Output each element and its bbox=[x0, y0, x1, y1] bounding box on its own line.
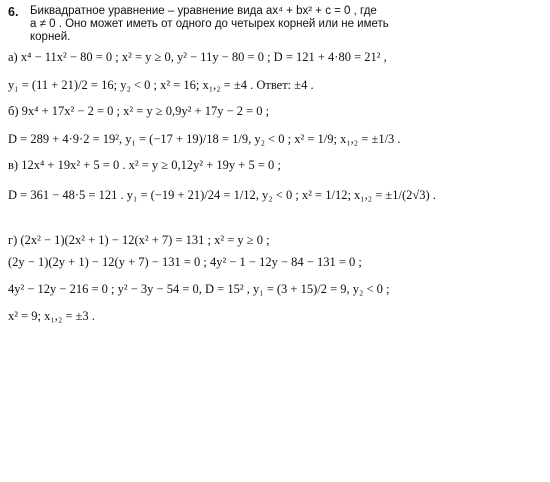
part-v-line-2: D = 361 − 48·5 = 121 . y₁ = (−19 + 21)/24 = 1/12, y₂ < 0 ; x² = 1/12; x₁,₂ = ±1/(2√3) . bbox=[8, 188, 436, 202]
part-g-line-4: x² = 9; x₁,₂ = ±3 . bbox=[8, 309, 95, 323]
part-g-line-2: (2y − 1)(2y + 1) − 12(y + 7) − 131 = 0 ; 4y² − 1 − 12y − 84 − 131 = 0 ; bbox=[8, 255, 362, 269]
part-v-line-1: в) 12x⁴ + 19x² + 5 = 0 . x² = y ≥ 0,12y² + 19y + 5 = 0 ; bbox=[8, 158, 281, 172]
part-a-line-1: а) x⁴ − 11x² − 80 = 0 ; x² = y ≥ 0, y² − 11y − 80 = 0 ; D = 121 + 4·80 = 21² , bbox=[8, 50, 387, 64]
part-a-line-2: y₁ = (11 + 21)/2 = 16; y₂ < 0 ; x² = 16; x₁,₂ = ±4 . Ответ: ±4 . bbox=[8, 78, 314, 92]
intro-line-1: Биквадратное уравнение – уравнение вида ax⁴ + bx² + c = 0 , где bbox=[30, 5, 377, 17]
part-g-line-3: 4y² − 12y − 216 = 0 ; y² − 3y − 54 = 0, D = 15² , y₁ = (3 + 15)/2 = 9, y₂ < 0 ; bbox=[8, 282, 390, 296]
part-b-line-2: D = 289 + 4·9·2 = 19², y₁ = (−17 + 19)/18 = 1/9, y₂ < 0 ; x² = 1/9; x₁,₂ = ±1/3 . bbox=[8, 132, 401, 146]
intro-line-2: a ≠ 0 . Оно может иметь от одного до четырех корней или не иметь bbox=[30, 18, 389, 30]
part-b-line-1: б) 9x⁴ + 17x² − 2 = 0 ; x² = y ≥ 0,9y² + 17y − 2 = 0 ; bbox=[8, 104, 270, 118]
problem-number: 6. bbox=[8, 5, 19, 19]
part-g-line-1: г) (2x² − 1)(2x² + 1) − 12(x² + 7) = 131 ; x² = y ≥ 0 ; bbox=[8, 233, 270, 247]
intro-line-3: корней. bbox=[30, 31, 71, 43]
